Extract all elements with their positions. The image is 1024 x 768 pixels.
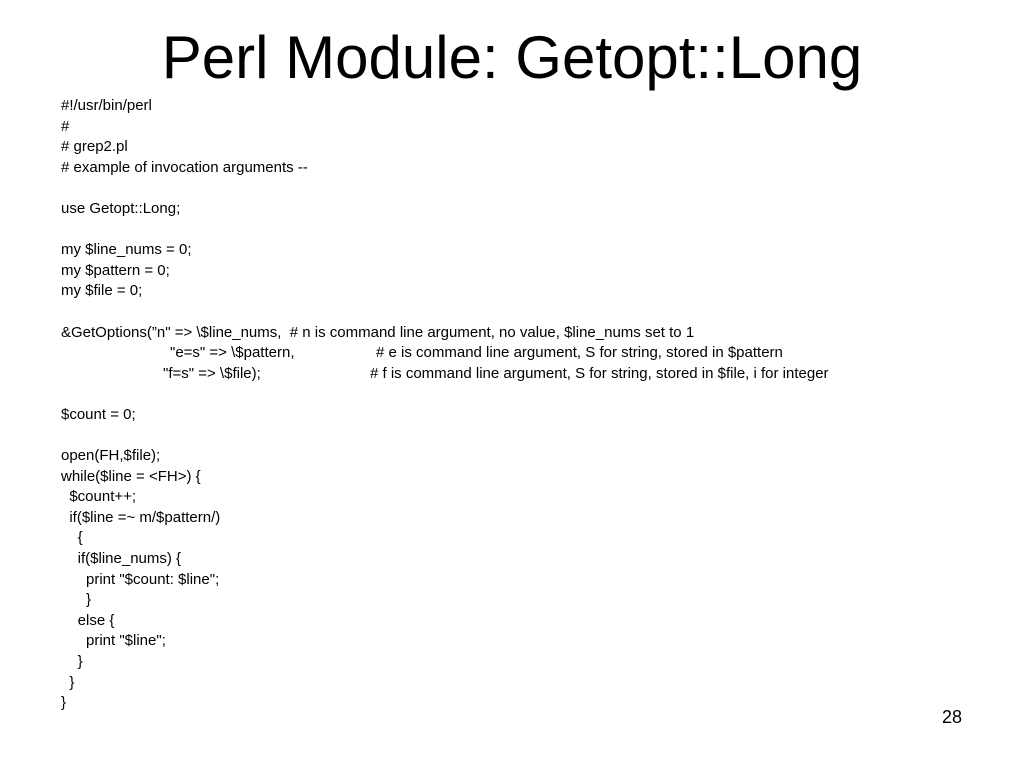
code-text: "f=s" => \$file); (163, 364, 261, 382)
code-text: # grep2.pl (61, 138, 128, 156)
code-text: open(FH,$file); (61, 447, 161, 465)
code-text: { (61, 529, 83, 547)
code-text: if($line_nums) { (61, 550, 182, 568)
code-comment: # e is command line argument, S for string, stored in $pattern (376, 344, 783, 362)
code-text: else { (61, 611, 115, 629)
code-text: $count++; (61, 488, 137, 506)
page-number: 28 (941, 707, 962, 727)
code-text: if($line =~ m/$pattern/) (61, 508, 221, 526)
code-text: while($line = <FH>) { (61, 467, 201, 485)
code-text: print "$count: $line"; (61, 570, 220, 588)
code-text: } (61, 653, 83, 671)
code-comment: # f is command line argument, S for string, stored in $file, i for integer (370, 364, 829, 382)
code-text: } (61, 694, 67, 712)
code-text: $count = 0; (61, 405, 136, 423)
code-text: my $file = 0; (61, 282, 143, 300)
code-text: "e=s" => \$pattern, (170, 344, 295, 362)
code-text: } (61, 673, 75, 691)
code-text: my $pattern = 0; (61, 261, 170, 279)
code-text: use Getopt::Long; (61, 199, 181, 217)
code-text: &GetOptions(”n" => \$line_nums, # n is command line argument, no value, $line_nums set to 1 (61, 323, 695, 341)
code-text: } (61, 591, 92, 609)
code-text: # (61, 117, 70, 135)
code-text: # example of invocation arguments -- (61, 158, 308, 176)
code-text: #!/usr/bin/perl (61, 97, 152, 114)
code-text: my $line_nums = 0; (61, 241, 192, 259)
code-text: print "$line"; (61, 632, 166, 650)
slide-title: Perl Module: Getopt::Long (161, 24, 863, 91)
